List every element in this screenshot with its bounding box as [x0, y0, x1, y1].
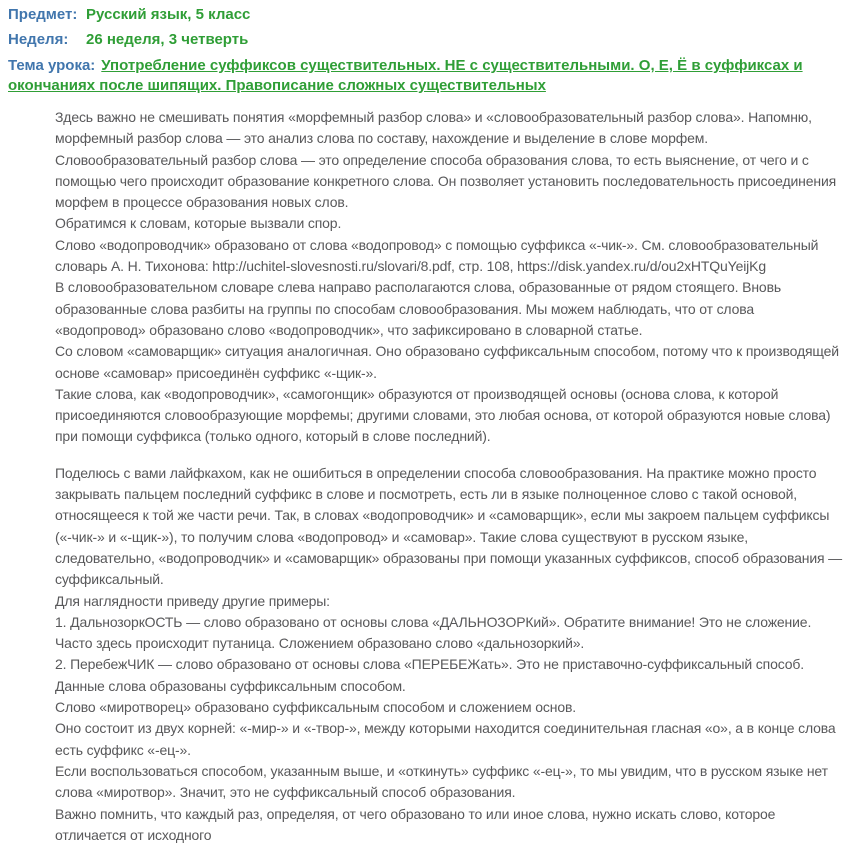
body-paragraph: 2. ПеребежЧИК — слово образовано от основы слова «ПЕРЕБЕЖать». Это не приставочно-суффиксальный способ. [55, 654, 845, 675]
lesson-header [0, 0, 852, 96]
lesson-topic-link[interactable]: Употребление суффиксов существительных. НЕ с существительными. О, Е, Ё в суффиксах и окончаниях после шипящих. Правописание сложных существительных [8, 57, 803, 94]
week-row [8, 31, 844, 48]
body-paragraph: Такие слова, как «водопроводчик», «самогонщик» образуются от производящей основы (основа слова, к которой присоединяются словообразующие морфемы; другими словами, это любая основа, от которой образуются новые слова) при помощи суффикса (только одного, который в слове последний). [55, 384, 845, 448]
body-paragraph: Со словом «самоварщик» ситуация аналогичная. Оно образовано суффиксальным способом, потому что к производящей основе «самовар» присоединён суффикс «-щик-». [55, 341, 845, 384]
body-paragraph: Слово «водопроводчик» образовано от слова «водопровод» с помощью суффикса «-чик-». См. словообразовательный словарь А. Н. Тихонова: http://uchitel-slovesnosti.ru/slovari/8.pdf, стр. 108, https://disk.yandex.ru/d/ou2xHTQuYeijKg [55, 235, 845, 278]
body-paragraph: Слово «миротворец» образовано суффиксальным способом и сложением основ. [55, 697, 845, 718]
week-label: Неделя: [8, 31, 86, 48]
subject-row [8, 6, 844, 23]
body-paragraph: Данные слова образованы суффиксальным способом. [55, 676, 845, 697]
body-paragraph: В словообразовательном словаре слева направо располагаются слова, образованные от рядом стоящего. Вновь образованные слова разбиты на группы по способам словообразования. Мы можем наблюдать, что от слова «водопровод» образовано слово «водопроводчик», что зафиксировано в словарной статье. [55, 277, 845, 341]
body-paragraph: Важно помнить, что каждый раз, определяя, от чего образовано то или иное слова, нужно искать слово, которое отличается от исходного [55, 804, 845, 846]
body-paragraph: Обратимся к словам, которые вызвали спор. [55, 213, 845, 234]
lesson-body [0, 107, 852, 846]
body-paragraph: Если воспользоваться способом, указанным выше, и «откинуть» суффикс «-ец-», то мы увидим, что в русском языке нет слова «миротвор». Значит, это не суффиксальный способ образования. [55, 761, 845, 804]
subject-label: Предмет: [8, 6, 86, 23]
topic-row [8, 56, 844, 96]
body-paragraph: Здесь важно не смешивать понятия «морфемный разбор слова» и «словообразовательный разбор слова». Напомню, морфемный разбор слова — это анализ слова по составу, нахождение и выделение в слове морфем. Словообразовательный разбор слова — это определение способа образования слова, то есть выяснение, от чего и с помощью чего происходит образование конкретного слова. Он позволяет установить последовательность присоединения морфем в процессе образования новых слов. [55, 107, 845, 213]
body-paragraph: Оно состоит из двух корней: «-мир-» и «-твор-», между которыми находится соединительная гласная «о», а в конце слова есть суффикс «-ец-». [55, 718, 845, 761]
body-paragraph: Поделюсь с вами лайфкахом, как не ошибиться в определении способа словообразования. На практике можно просто закрывать пальцем последний суффикс в слове и посмотреть, есть ли в языке полноценное слово с такой основой, относящееся к той же части речи. Так, в словах «водопроводчик» и «самоварщик», если мы закроем пальцем суффиксы («-чик-» и «-щик-»), то получим слова «водопровод» и «самовар». Такие слова существуют в русском языке, следовательно, «водопроводчик» и «самоварщик» образованы при помощи указанных суффиксов, способ образования — суффиксальный. [55, 463, 845, 591]
body-paragraph: Для наглядности приведу другие примеры: [55, 591, 845, 612]
topic-label: Тема урока: [8, 57, 95, 74]
week-value: 26 неделя, 3 четверть [86, 31, 248, 48]
subject-value: Русский язык, 5 класс [86, 6, 250, 23]
body-paragraph: 1. ДальнозоркОСТЬ — слово образовано от основы слова «ДАЛЬНОЗОРКий». Обратите внимание! Это не сложение. Часто здесь происходит путаница. Сложением образовано слово «дальнозоркий». [55, 612, 845, 655]
